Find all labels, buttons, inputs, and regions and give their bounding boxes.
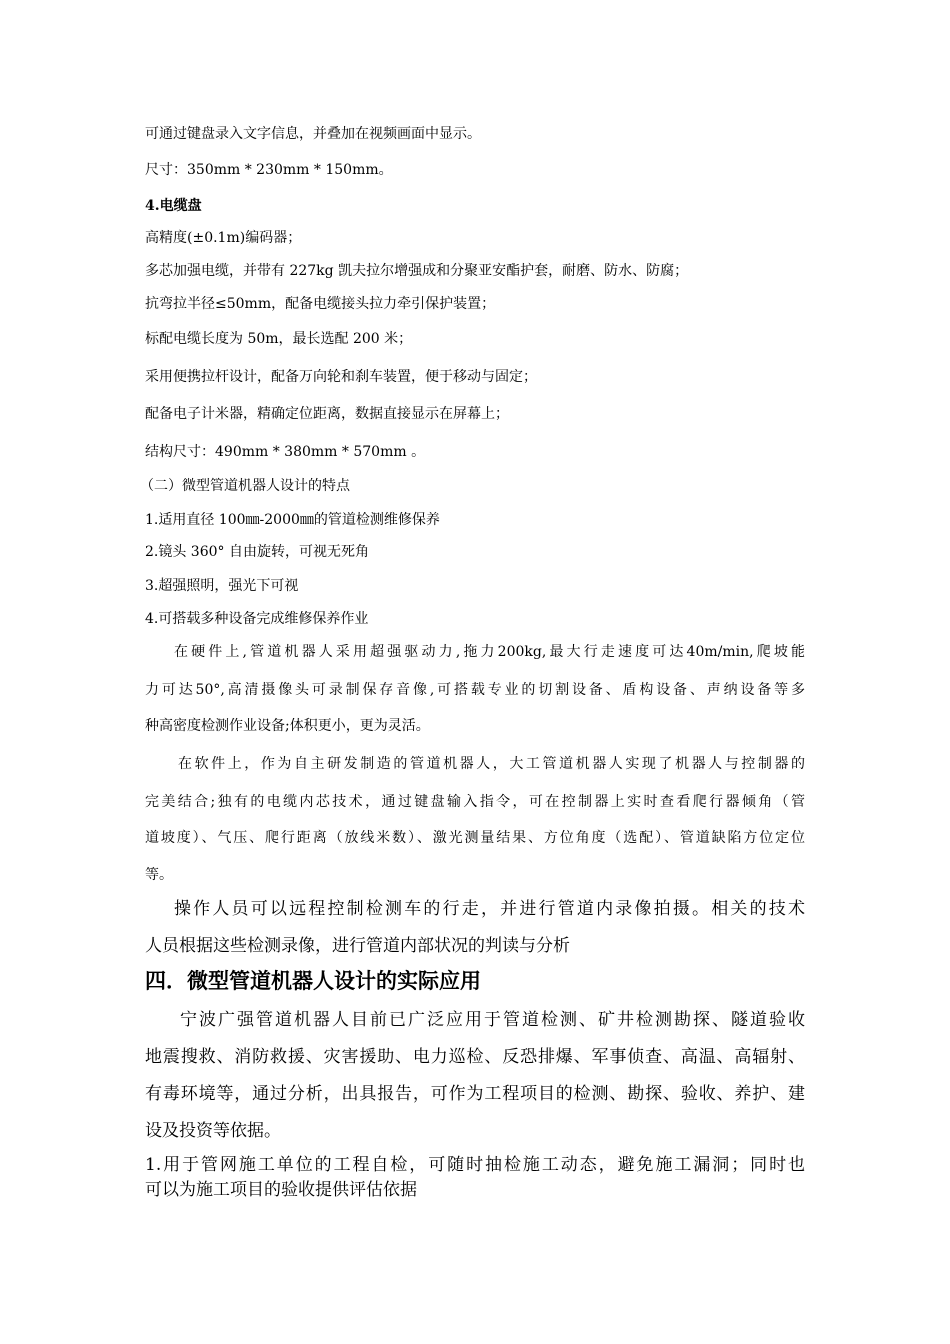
list-item: 配备电子计米器，精确定位距离，数据直接显示在屏幕上； xyxy=(145,406,509,422)
text-line: 尺寸：350mm * 230mm * 150mm。 xyxy=(145,162,393,178)
paragraph-line: 在软件上，作为自主研发制造的管道机器人，大工管道机器人实现了机器人与控制器的 xyxy=(178,756,805,772)
paragraph-line: 操作人员可以远程控制检测车的行走，并进行管道内录像拍摄。相关的技术 xyxy=(174,899,805,919)
list-item: 2.镜头 360° 自由旋转，可视无死角 xyxy=(145,544,369,560)
paragraph-line: 有毒环境等，通过分析，出具报告，可作为工程项目的检测、勘探、验收、养护、建 xyxy=(145,1084,805,1104)
list-item: 采用便携拉杆设计，配备万向轮和刹车装置，便于移动与固定； xyxy=(145,369,537,385)
list-item: 可以为施工项目的验收提供评估依据 xyxy=(145,1180,417,1200)
features-heading: （二）微型管道机器人设计的特点 xyxy=(140,478,350,494)
list-item: 1.适用直径 100㎜-2000㎜的管道检测维修保养 xyxy=(145,512,440,528)
section-heading: 四．微型管道机器人设计的实际应用 xyxy=(145,969,481,993)
paragraph-line: 等。 xyxy=(145,867,173,883)
list-item: 4.可搭载多种设备完成维修保养作业 xyxy=(145,611,369,627)
cable-reel-heading: 4.电缆盘 xyxy=(145,198,202,214)
paragraph-line: 力可达50°,高清摄像头可录制保存音像,可搭载专业的切割设备、盾构设备、声纳设备等多 xyxy=(145,682,805,698)
list-item: 抗弯拉半径≤50mm，配备电缆接头拉力牵引保护装置； xyxy=(145,296,496,312)
paragraph-line: 宁波广强管道机器人目前已广泛应用于管道检测、矿井检测勘探、隧道验收 xyxy=(180,1010,805,1030)
list-item: 结构尺寸：490mm * 380mm * 570mm 。 xyxy=(145,444,426,460)
list-item: 多芯加强电缆，并带有 227kg 凯夫拉尔增强成和分聚亚安酯护套，耐磨、防水、防腐； xyxy=(145,263,689,279)
list-item: 高精度(±0.1m)编码器； xyxy=(145,230,302,246)
list-item: 1.用于管网施工单位的工程自检，可随时抽检施工动态，避免施工漏洞；同时也 xyxy=(145,1155,805,1175)
paragraph-line: 地震搜救、消防救援、灾害援助、电力巡检、反恐排爆、军事侦查、高温、高辐射、 xyxy=(145,1047,805,1067)
list-item: 标配电缆长度为 50m，最长选配 200 米； xyxy=(145,331,413,347)
paragraph-line: 人员根据这些检测录像，进行管道内部状况的判读与分析 xyxy=(145,936,570,956)
text-line: 可通过键盘录入文字信息，并叠加在视频画面中显示。 xyxy=(145,126,481,142)
paragraph-line: 在硬件上,管道机器人采用超强驱动力,拖力200kg,最大行走速度可达40m/min,爬坡能 xyxy=(174,644,805,660)
list-item: 3.超强照明，强光下可视 xyxy=(145,578,299,594)
paragraph-line: 道坡度）、气压、爬行距离（放线米数）、激光测量结果、方位角度（选配）、管道缺陷方位定位 xyxy=(145,830,805,846)
paragraph-line: 完美结合;独有的电缆内芯技术，通过键盘输入指令，可在控制器上实时查看爬行器倾角（管 xyxy=(145,794,805,810)
paragraph-line: 种高密度检测作业设备;体积更小，更为灵活。 xyxy=(145,718,430,734)
paragraph-line: 设及投资等依据。 xyxy=(145,1121,281,1141)
